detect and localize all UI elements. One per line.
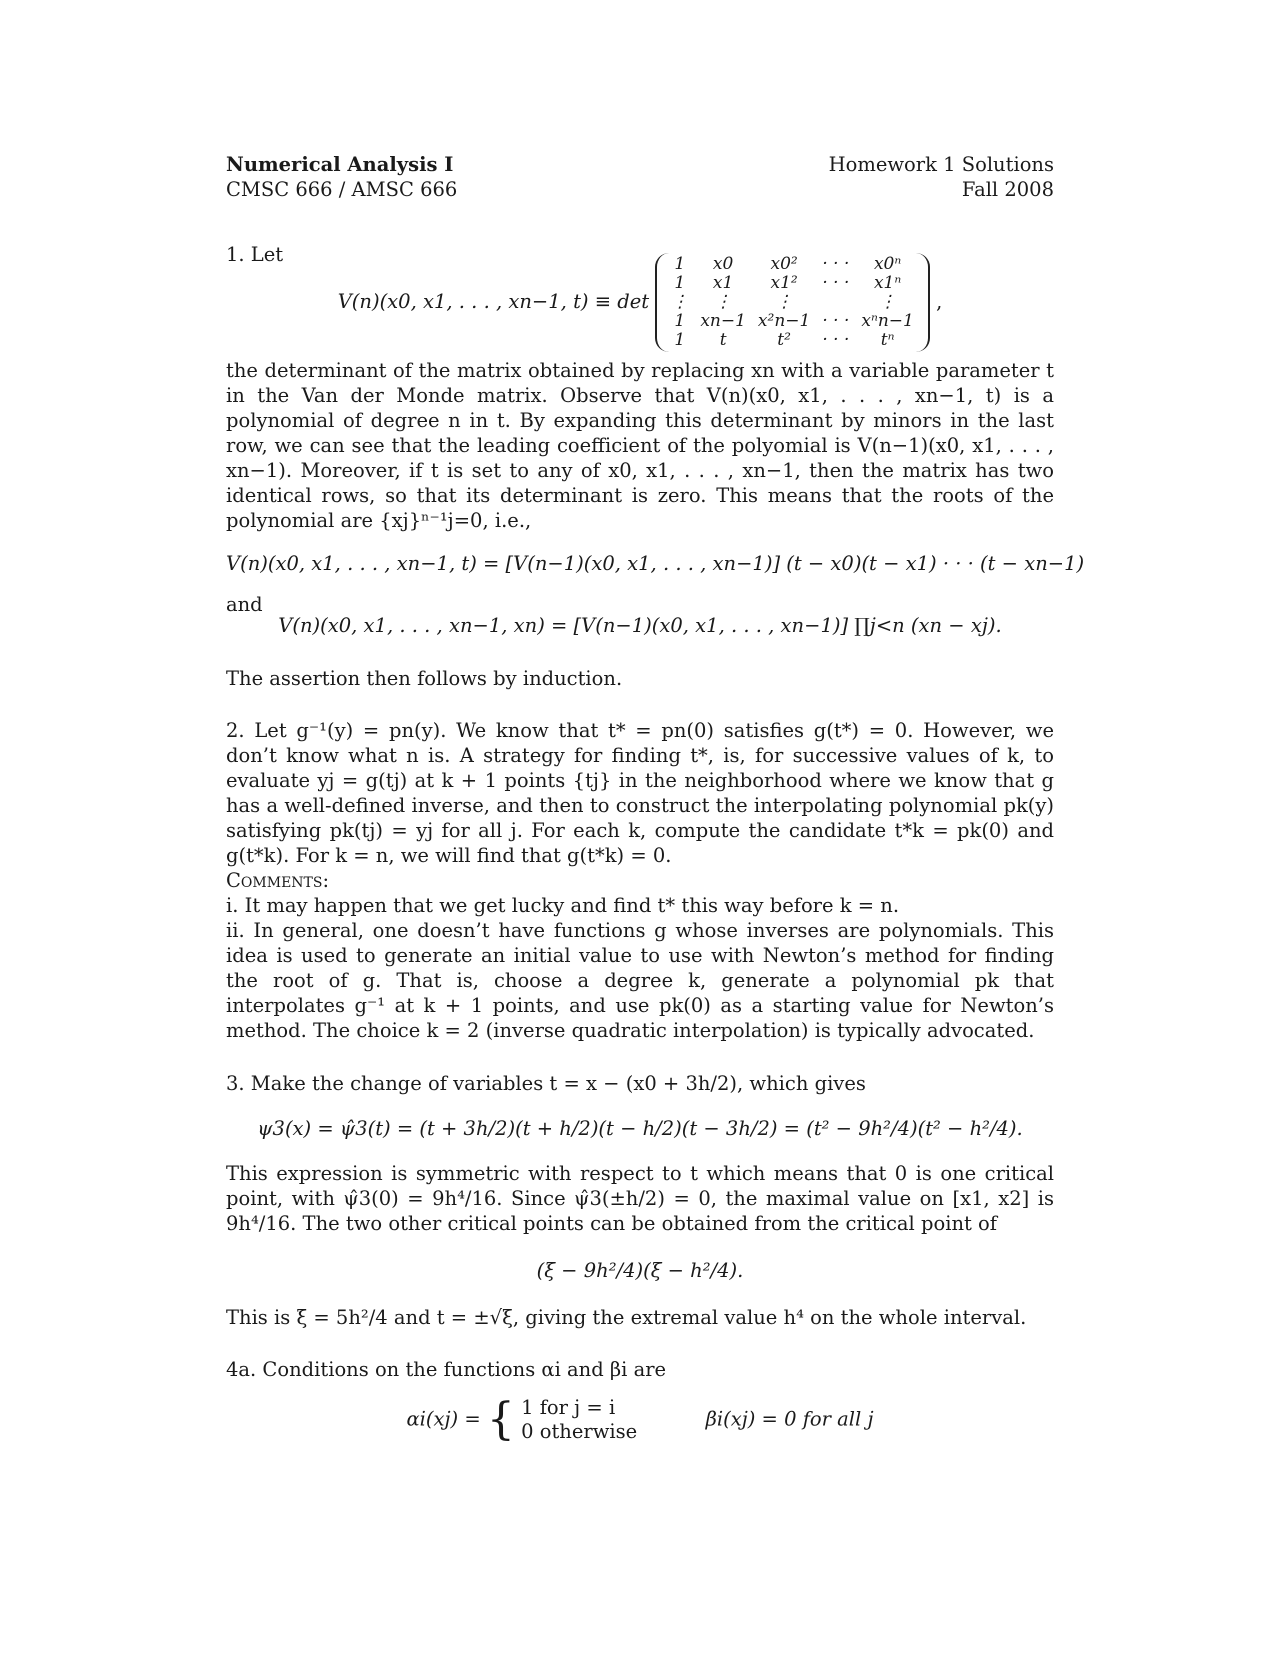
alpha-beta-conditions [226, 1396, 1054, 1444]
xi-equation: (ξ − 9h²/4)(ξ − h²/4). [536, 1259, 744, 1282]
problem-3-paragraph: This expression is symmetric with respect to t which means that 0 is one critical point, with ψ̂3(0) = 9h⁴/16. Since ψ̂3(±h/2) = 0, the maximal value on [x1, x2] is 9h⁴/16. The two other critical points can be obtained from the critical point of [226, 1162, 1054, 1235]
alpha-case-1: 1 for j = i [521, 1396, 616, 1419]
matrix-cell: 1 [674, 330, 686, 350]
matrix-cell: · · · [822, 273, 850, 293]
matrix-cell: x0² [770, 254, 798, 274]
matrix-row [665, 255, 920, 274]
comment-i: i. It may happen that we get lucky and find t* this way before k = n. [226, 894, 900, 917]
matrix-cell: xⁿn−1 [861, 311, 914, 331]
matrix-cell: x1ⁿ [873, 273, 902, 293]
header [226, 152, 1054, 202]
alpha-case-2: 0 otherwise [521, 1420, 638, 1443]
matrix-cell: 1 [674, 254, 686, 274]
alpha-lhs: αi(xj) = [406, 1407, 481, 1431]
doc-title: Homework 1 Solutions [828, 153, 1054, 176]
matrix-cell: xn−1 [700, 311, 746, 331]
definition-lhs: V(n)(x0, x1, . . . , xn−1, t) ≡ det [337, 290, 650, 313]
term: Fall 2008 [961, 178, 1054, 201]
equation-1: V(n)(x0, x1, . . . , xn−1, t) = [V(n−1)(x0, x1, . . . , xn−1)] (t − x0)(t − x1) · · · (t − xn−1) [226, 552, 1085, 575]
equation-2: V(n)(x0, x1, . . . , xn−1, xn) = [V(n−1)(x0, x1, . . . , xn−1)] ∏j<n (xn − xj). [278, 614, 1002, 637]
matrix-row [665, 274, 920, 293]
problem-1-conclusion: The assertion then follows by induction. [226, 667, 623, 690]
problem-3-intro: 3. Make the change of variables t = x − (x0 + 3h/2), which gives [226, 1072, 866, 1095]
matrix-cell: x1 [712, 273, 734, 293]
matrix-row [665, 312, 920, 331]
matrix-cell: · · · [822, 311, 850, 331]
matrix-cell: x²n−1 [757, 311, 811, 331]
problem-1-intro: 1. Let [226, 243, 284, 266]
matrix-cell: x1² [770, 273, 798, 293]
vandermonde-definition: V(n)(x0, x1, . . . , xn−1, t) ≡ det 1 x0 x0² · · · x0ⁿ 1 x1 x1² · · · x1ⁿ ⋮ ⋮ ⋮ ⋮ 1 xn−1 x²n−1 · · · xⁿn−1 1 t t² · · · tⁿ , [337, 254, 943, 350]
matrix-row [665, 331, 920, 350]
matrix-cell: · · · [822, 254, 850, 274]
problem-4a-intro: 4a. Conditions on the functions αi and βi are [226, 1358, 667, 1381]
comment-ii: ii. In general, one doesn’t have functions g whose inverses are polynomials. This idea is used to generate an initial value to use with Newton’s method for finding the root of g. That is, choose a degree k, generate a polynomial pk that interpolates g⁻¹ at k + 1 points, and use pk(0) as a starting value for Newton’s method. The choice k = 2 (inverse quadratic interpolation) is typically advocated. [226, 919, 1054, 1042]
matrix-cell: t [719, 330, 727, 350]
and-text: and [226, 593, 263, 616]
psi-equation: ψ3(x) = ψ̂3(t) = (t + 3h/2)(t + h/2)(t − h/2)(t − 3h/2) = (t² − 9h²/4)(t² − h²/4). [257, 1117, 1023, 1140]
document-page [226, 152, 1085, 1454]
matrix-cell: ⋮ [879, 292, 897, 312]
vandermonde-matrix [655, 253, 930, 352]
matrix-cell: ⋮ [671, 292, 689, 312]
course-code: CMSC 666 / AMSC 666 [226, 178, 458, 201]
problem-4a [226, 1357, 1054, 1444]
problem-1-paragraph: the determinant of the matrix obtained by replacing xn with a variable parameter t in the Van der Monde matrix. Observe that V(n)(x0, x1, . . . , xn−1, t) is a polynomial of degree n in t. By expanding this determinant by minors in the last row, we can see that the leading coefficient of the polyomial is V(n−1)(x0, x1, . . . , xn−1). Moreover, if t is set to any of x0, x1, . . . , xn−1, then the matrix has two identical rows, so that its determinant is zero. This means that the roots of the polynomial are {xj}ⁿ⁻¹j=0, i.e., [226, 359, 1054, 532]
matrix-cell: · · · [822, 330, 850, 350]
matrix-row [665, 293, 920, 312]
matrix-cell [816, 293, 855, 312]
matrix-cell: x0ⁿ [873, 254, 902, 274]
matrix-cell: 1 [674, 311, 686, 331]
left-brace: { [486, 1394, 515, 1445]
matrix-cell: t² [777, 330, 791, 350]
problem-2 [226, 718, 1054, 1043]
matrix-cell: x0 [712, 254, 734, 274]
matrix-cell: tⁿ [880, 330, 895, 350]
problem-3-conclusion: This is ξ = 5h²/4 and t = ±√ξ, giving the extremal value h⁴ on the whole interval. [226, 1306, 1027, 1329]
comments-label: Comments: [226, 869, 330, 892]
matrix-cell: 1 [674, 273, 686, 293]
matrix-cell: ⋮ [714, 292, 732, 312]
alpha-cases [521, 1396, 637, 1444]
beta-condition: βi(xj) = 0 for all j [705, 1407, 874, 1431]
problem-2-paragraph: 2. Let g⁻¹(y) = pn(y). We know that t* = pn(0) satisfies g(t*) = 0. However, we don’t know what n is. A strategy for finding t*, is, for successive values of k, to evaluate yj = g(tj) at k + 1 points {tj} in the neighborhood where we know that g has a well-defined inverse, and then to construct the interpolating polynomial pk(y) satisfying pk(tj) = yj for all j. For each k, compute the candidate t*k = pk(0) and g(t*k). For k = n, we will find that g(t*k) = 0. [226, 719, 1054, 867]
problem-3 [226, 1071, 1054, 1330]
course-title: Numerical Analysis I [226, 153, 454, 176]
matrix-cell: ⋮ [775, 292, 793, 312]
problem-1 [226, 242, 1085, 691]
